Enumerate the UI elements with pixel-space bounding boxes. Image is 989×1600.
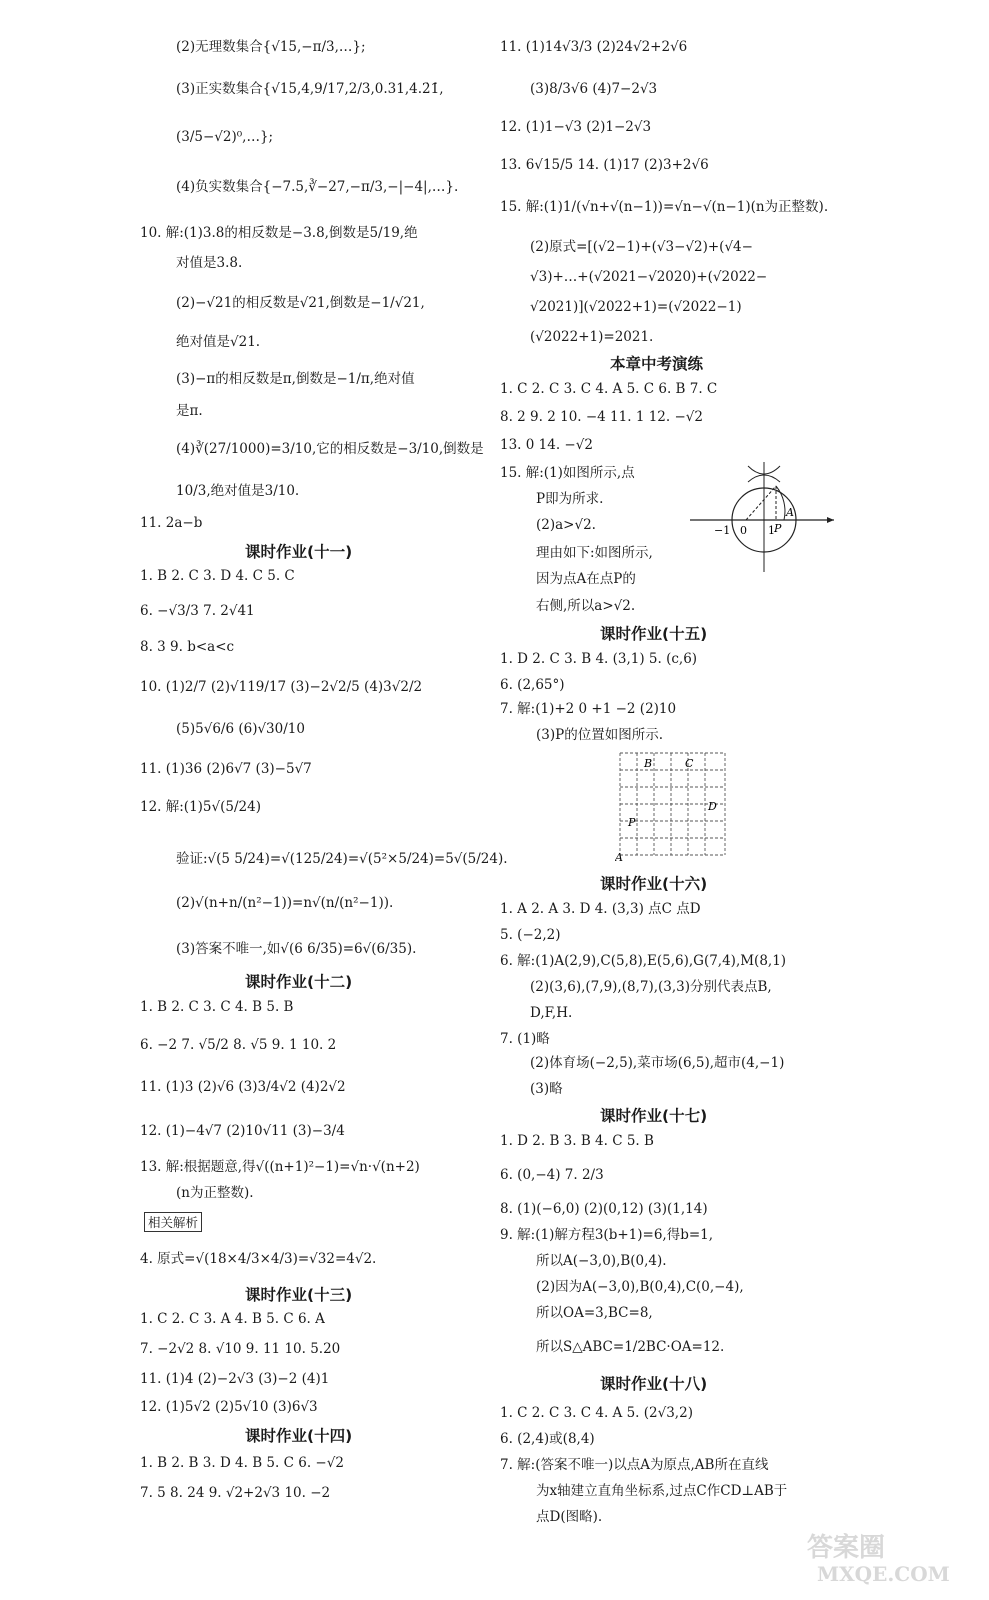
text-line: (4)∛(27/1000)=3/10,它的相反数是−3/10,倒数是	[176, 441, 484, 457]
text-line: 11. 2a−b	[140, 515, 203, 531]
text-line: 右侧,所以a>√2.	[536, 598, 636, 614]
text-line: 10/3,绝对值是3/10.	[176, 483, 300, 499]
text-line: (5)5√6/6 (6)√30/10	[176, 721, 305, 737]
point-label: P	[628, 816, 636, 829]
text-line: 因为点A在点P的	[536, 571, 636, 587]
text-line: 7. 解:(1)+2 0 +1 −2 (2)10	[500, 701, 677, 717]
text-line: 1. D 2. C 3. B 4. (3,1) 5. (c,6)	[500, 651, 698, 667]
text-line: (2)a>√2.	[536, 517, 596, 533]
text-line: 11. (1)14√3/3 (2)24√2+2√6	[500, 39, 688, 55]
tick-label: 1	[768, 524, 775, 537]
text-line: (4)负实数集合{−7.5,∛−27,−π/3,−|−4|,…}.	[176, 179, 459, 195]
watermark-text: 答案圈	[807, 1533, 886, 1563]
text-line: 1. B 2. C 3. D 4. C 5. C	[140, 568, 295, 584]
text-line: 为x轴建立直角坐标系,过点C作CD⊥AB于	[536, 1483, 788, 1499]
axis-arrow	[827, 517, 834, 523]
section-heading: 课时作业(十七)	[600, 1107, 708, 1125]
text-line: 理由如下:如图所示,	[536, 545, 653, 561]
text-line: √3)+…+(√2021−√2020)+(√2022−	[530, 269, 768, 285]
text-line: 12. (1)5√2 (2)5√10 (3)6√3	[140, 1399, 318, 1415]
text-line: (2)√(n+n/(n²−1))=n√(n/(n²−1)).	[176, 895, 394, 911]
text-line: 15. 解:(1)1/(√n+√(n−1))=√n−√(n−1)(n为正整数).	[500, 199, 829, 215]
text-line: (2)无理数集合{√15,−π/3,…};	[176, 39, 366, 55]
text-line: (3)答案不唯一,如√(6 6/35)=6√(6/35).	[176, 941, 417, 957]
text-line: 11. (1)3 (2)√6 (3)3/4√2 (4)2√2	[140, 1079, 346, 1095]
section-heading: 课时作业(十四)	[245, 1427, 353, 1445]
text-line: 9. 解:(1)解方程3(b+1)=6,得b=1,	[500, 1227, 714, 1243]
text-line: 10. 解:(1)3.8的相反数是−3.8,倒数是5/19,绝	[140, 225, 418, 241]
text-line: 6. (2,4)或(8,4)	[500, 1431, 595, 1447]
text-line: 11. (1)36 (2)6√7 (3)−5√7	[140, 761, 312, 777]
text-line: D,F,H.	[530, 1005, 573, 1021]
section-heading: 课时作业(十一)	[245, 543, 353, 561]
text-line: (3)略	[530, 1081, 563, 1097]
text-line: 15. 解:(1)如图所示,点	[500, 465, 635, 481]
text-line: 1. C 2. C 3. C 4. A 5. (2√3,2)	[500, 1405, 693, 1421]
text-line: √2021)](√2022+1)=(√2022−1)	[530, 299, 742, 315]
text-line: (2)原式=[(√2−1)+(√3−√2)+(√4−	[530, 239, 753, 255]
text-line: 8. 2 9. 2 10. −4 11. 1 12. −√2	[500, 409, 703, 425]
watermark-url: MXQE.COM	[817, 1562, 950, 1586]
tick-label: −1	[714, 524, 731, 537]
text-line: 6. (2,65°)	[500, 677, 565, 693]
text-line: 11. (1)4 (2)−2√3 (3)−2 (4)1	[140, 1371, 330, 1387]
text-line: 对值是3.8.	[176, 255, 243, 271]
text-line: 6. −√3/3 7. 2√41	[140, 603, 255, 619]
text-line: 7. 5 8. 24 9. √2+2√3 10. −2	[140, 1485, 331, 1501]
text-line: 所以S△ABC=1/2BC·OA=12.	[536, 1339, 725, 1355]
text-line: 1. B 2. C 3. C 4. B 5. B	[140, 999, 294, 1015]
section-heading: 课时作业(十二)	[245, 973, 353, 991]
watermark-logo	[801, 1526, 971, 1586]
text-line: 所以A(−3,0),B(0,4).	[536, 1253, 667, 1269]
text-line: 是π.	[176, 403, 203, 419]
text-line: (n为正整数).	[176, 1185, 254, 1201]
text-line: 7. −2√2 8. √10 9. 11 10. 5.20	[140, 1341, 341, 1357]
text-line: 1. A 2. A 3. D 4. (3,3) 点C 点D	[500, 901, 701, 917]
text-line: 13. 解:根据题意,得√((n+1)²−1)=√n·√(n+2)	[140, 1159, 420, 1175]
text-line: 12. (1)1−√3 (2)1−2√3	[500, 119, 652, 135]
text-line: 12. (1)−4√7 (2)10√11 (3)−3/4	[140, 1123, 345, 1139]
point-label: D	[708, 800, 717, 813]
text-line: (2)−√21的相反数是√21,倒数是−1/√21,	[176, 295, 425, 311]
text-line: 1. C 2. C 3. C 4. A 5. C 6. B 7. C	[500, 381, 718, 397]
text-line: P即为所求.	[536, 491, 604, 507]
section-heading: 本章中考演练	[610, 355, 704, 373]
text-line: (2)体育场(−2,5),菜市场(6,5),超市(4,−1)	[530, 1055, 785, 1071]
text-line: 6. (0,−4) 7. 2/3	[500, 1167, 604, 1183]
point-label: P	[774, 522, 782, 535]
text-line: (3)P的位置如图所示.	[536, 727, 663, 743]
text-line: 13. 6√15/5 14. (1)17 (2)3+2√6	[500, 157, 709, 173]
text-line: 1. D 2. B 3. B 4. C 5. B	[500, 1133, 654, 1149]
text-line: 所以OA=3,BC=8,	[536, 1305, 653, 1321]
text-line: 12. 解:(1)5√(5/24)	[140, 799, 261, 815]
section-heading: 课时作业(十五)	[600, 625, 708, 643]
text-line: 点D(图略).	[536, 1509, 603, 1525]
text-line: 6. −2 7. √5/2 8. √5 9. 1 10. 2	[140, 1037, 337, 1053]
text-line: 13. 0 14. −√2	[500, 437, 593, 453]
text-line: 5. (−2,2)	[500, 927, 561, 943]
text-line: 10. (1)2/7 (2)√119/17 (3)−2√2/5 (4)3√2/2	[140, 679, 423, 695]
point-label: B	[644, 757, 653, 770]
text-line: 7. 解:(答案不唯一)以点A为原点,AB所在直线	[500, 1457, 769, 1473]
text-line: 4. 原式=√(18×4/3×4/3)=√32=4√2.	[140, 1251, 377, 1267]
text-line: 绝对值是√21.	[176, 334, 261, 350]
point-label: A	[615, 851, 623, 863]
point-label: A	[786, 506, 794, 519]
text-line: (3)正实数集合{√15,4,9/17,2/3,0.31,4.2̇1̇,	[176, 81, 444, 97]
tick-label: 0	[740, 524, 747, 537]
text-line: 验证:√(5 5/24)=√(125/24)=√(5²×5/24)=5√(5/24).	[176, 851, 508, 867]
text-line: (2)因为A(−3,0),B(0,4),C(0,−4),	[536, 1279, 744, 1295]
text-line: 8. (1)(−6,0) (2)(0,12) (3)(1,14)	[500, 1201, 708, 1217]
text-line: 1. B 2. B 3. D 4. B 5. C 6. −√2	[140, 1455, 344, 1471]
section-heading: 课时作业(十六)	[600, 875, 708, 893]
section-heading: 课时作业(十八)	[600, 1375, 708, 1393]
text-line: (3/5−√2)⁰,…};	[176, 129, 274, 145]
related-analysis-tag: 相关解析	[144, 1212, 202, 1232]
section-heading: 课时作业(十三)	[245, 1286, 353, 1304]
text-line: (3)8/3√6 (4)7−2√3	[530, 81, 658, 97]
text-line: 1. C 2. C 3. A 4. B 5. C 6. A	[140, 1311, 325, 1327]
text-line: 8. 3 9. b<a<c	[140, 639, 235, 655]
text-line: 6. 解:(1)A(2,9),C(5,8),E(5,6),G(7,4),M(8,1)	[500, 953, 787, 969]
text-line: (3)−π的相反数是π,倒数是−1/π,绝对值	[176, 371, 415, 387]
number-line-figure	[688, 460, 838, 575]
point-label: C	[685, 757, 694, 770]
text-line: (√2022+1)=2021.	[530, 329, 654, 345]
grid-figure	[615, 748, 735, 863]
text-line: (2)(3,6),(7,9),(8,7),(3,3)分别代表点B,	[530, 979, 772, 995]
text-line: 7. (1)略	[500, 1031, 550, 1047]
